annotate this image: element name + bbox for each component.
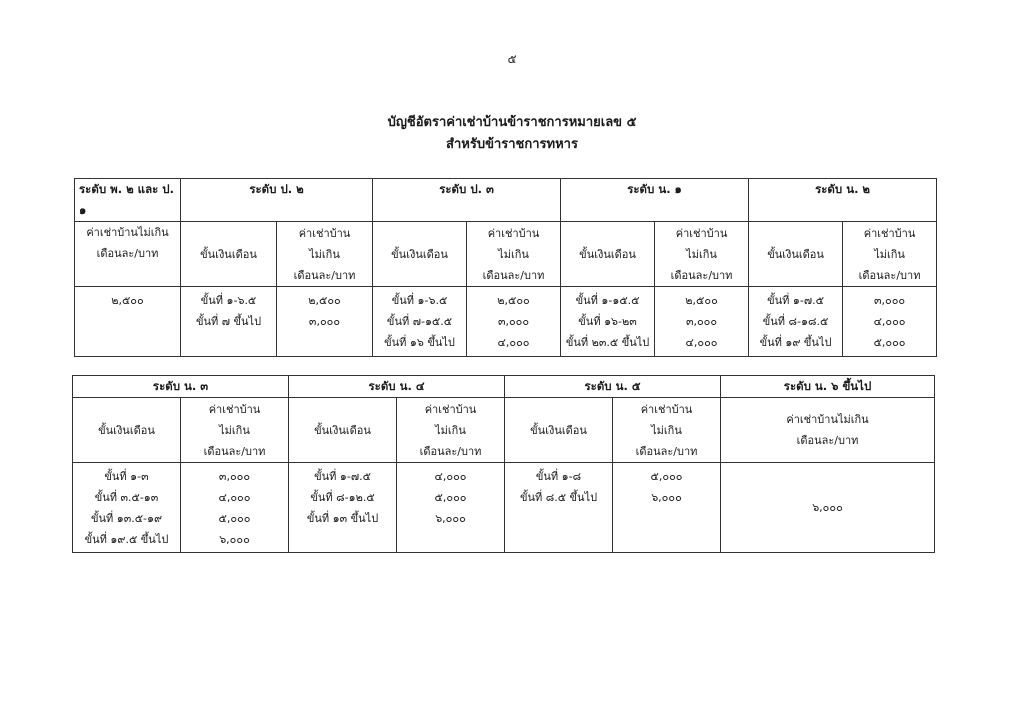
rent-value: ๒,๕๐๐ bbox=[497, 294, 530, 307]
salary-steps-cell bbox=[749, 287, 843, 357]
subheader-text: ไม่เกิน bbox=[651, 423, 682, 437]
subheader-max-rent bbox=[613, 398, 721, 463]
rent-value: ๓,๐๐๐ bbox=[497, 315, 530, 328]
subheader-text: เดือนละ/บาท bbox=[796, 434, 859, 447]
table1-header-row bbox=[75, 179, 937, 222]
subheader-text: เดือนละ/บาท bbox=[858, 268, 921, 282]
salary-step: ขั้นที่ ๗ ขึ้นไป bbox=[195, 315, 262, 328]
subheader-text: ค่าเช่าบ้าน bbox=[640, 402, 693, 416]
subheader-text: เดือนละ/บาท bbox=[670, 268, 733, 282]
rent-value: ๕,๐๐๐ bbox=[218, 512, 251, 525]
table1-data-row bbox=[75, 287, 937, 357]
salary-steps-cell bbox=[181, 287, 277, 357]
subheader-max-rent bbox=[655, 222, 749, 287]
subheader-salary-step: ขั้นเงินเดือน bbox=[289, 398, 397, 463]
header-level-p2-p1: ระดับ พ. ๒ และ ป. ๑ bbox=[75, 179, 181, 222]
subheader-text: ไม่เกิน bbox=[498, 247, 529, 261]
rent-values-cell bbox=[655, 287, 749, 357]
salary-step: ขั้นที่ ๑-๘ bbox=[535, 470, 582, 483]
rent-value: ๖,๐๐๐ bbox=[435, 512, 466, 525]
salary-step: ขั้นที่ ๑๓.๕-๑๙ bbox=[90, 512, 163, 525]
rent-value: ๕,๐๐๐ bbox=[650, 470, 683, 483]
rent-values-cell bbox=[181, 463, 289, 553]
salary-step: ขั้นที่ ๑๙ ขึ้นไป bbox=[759, 336, 832, 349]
rent-value: ๓,๐๐๐ bbox=[218, 470, 251, 483]
subheader-text: ค่าเช่าบ้านไม่เกิน bbox=[86, 226, 169, 239]
header-level-group: ระดับ ป. ๒ bbox=[181, 179, 373, 222]
salary-step: ขั้นที่ ๑-๖.๕ bbox=[200, 294, 257, 307]
table2-data-row bbox=[73, 463, 935, 553]
header-level-group: ระดับ น. ๓ bbox=[73, 376, 289, 398]
subheader-text: ค่าเช่าบ้าน bbox=[487, 226, 540, 240]
subheader-max-rent bbox=[721, 398, 935, 463]
table1-subheader-row bbox=[75, 222, 937, 287]
salary-step: ขั้นที่ ๑-๗.๕ bbox=[767, 294, 824, 307]
subheader-salary-step: ขั้นเงินเดือน bbox=[561, 222, 655, 287]
header-level-n6-up: ระดับ น. ๖ ขึ้นไป bbox=[721, 376, 935, 398]
header-level-group: ระดับ น. ๒ bbox=[749, 179, 937, 222]
subheader-salary-step: ขั้นเงินเดือน bbox=[181, 222, 277, 287]
title-line-2: สำหรับข้าราชการทหาร bbox=[446, 137, 578, 152]
rent-value: ๖,๐๐๐ bbox=[651, 491, 682, 504]
subheader-text: เดือนละ/บาท bbox=[635, 444, 698, 458]
rent-values-cell bbox=[277, 287, 373, 357]
rent-value: ๔,๐๐๐ bbox=[497, 336, 530, 349]
header-level-group: ระดับ น. ๔ bbox=[289, 376, 505, 398]
salary-steps-cell bbox=[373, 287, 467, 357]
salary-steps-cell bbox=[505, 463, 613, 553]
subheader-text: ไม่เกิน bbox=[309, 247, 340, 261]
subheader-text: เดือนละ/บาท bbox=[419, 444, 482, 458]
rent-value: ๓,๐๐๐ bbox=[308, 315, 341, 328]
salary-step: ขั้นที่ ๑๖-๒๓ bbox=[578, 315, 637, 328]
page-number: ๕ bbox=[507, 52, 517, 66]
subheader-text: เดือนละ/บาท bbox=[96, 247, 159, 260]
subheader-max-rent bbox=[397, 398, 505, 463]
header-level-group: ระดับ ป. ๓ bbox=[373, 179, 561, 222]
rent-value: ๔,๐๐๐ bbox=[218, 491, 251, 504]
rent-table-part-1 bbox=[74, 178, 937, 357]
subheader-text: ไม่เกิน bbox=[219, 423, 250, 437]
salary-step: ขั้นที่ ๑-๑๕.๕ bbox=[575, 294, 640, 307]
header-level-group: ระดับ น. ๕ bbox=[505, 376, 721, 398]
subheader-text: ไม่เกิน bbox=[686, 247, 717, 261]
value-cell: ๒,๕๐๐ bbox=[75, 287, 181, 357]
salary-step: ขั้นที่ ๘-๑๒.๕ bbox=[310, 491, 375, 504]
table2-header-row bbox=[73, 376, 935, 398]
salary-step: ขั้นที่ ๑๓ ขึ้นไป bbox=[306, 512, 379, 525]
subheader-text: เดือนละ/บาท bbox=[482, 268, 545, 282]
subheader-text: ค่าเช่าบ้าน bbox=[675, 226, 728, 240]
subheader-max-rent bbox=[843, 222, 937, 287]
salary-step: ขั้นที่ ๑๙.๕ ขึ้นไป bbox=[84, 533, 169, 546]
rent-values-cell bbox=[467, 287, 561, 357]
subheader-salary-step: ขั้นเงินเดือน bbox=[749, 222, 843, 287]
rent-values-cell bbox=[397, 463, 505, 553]
subheader-max-rent bbox=[467, 222, 561, 287]
salary-steps-cell bbox=[73, 463, 181, 553]
subheader-text: ค่าเช่าบ้าน bbox=[424, 402, 477, 416]
rent-value: ๔,๐๐๐ bbox=[434, 470, 467, 483]
subheader-max-rent bbox=[181, 398, 289, 463]
rent-value: ๔,๐๐๐ bbox=[685, 336, 718, 349]
salary-step: ขั้นที่ ๓.๕-๑๓ bbox=[94, 491, 159, 504]
subheader-text: ไม่เกิน bbox=[874, 247, 905, 261]
subheader-text: ค่าเช่าบ้าน bbox=[863, 226, 916, 240]
rent-table-part-2 bbox=[72, 375, 935, 553]
salary-steps-cell bbox=[561, 287, 655, 357]
subheader-text: ค่าเช่าบ้าน bbox=[208, 402, 261, 416]
title-line-1: บัญชีอัตราค่าเช่าบ้านข้าราชการหมายเลข ๕ bbox=[387, 115, 637, 130]
rent-value: ๓,๐๐๐ bbox=[873, 294, 906, 307]
salary-step: ขั้นที่ ๑๖ ขึ้นไป bbox=[384, 336, 455, 349]
header-level-group: ระดับ น. ๑ bbox=[561, 179, 749, 222]
rent-value: ๒,๕๐๐ bbox=[308, 294, 341, 307]
rent-value: ๕,๐๐๐ bbox=[873, 336, 906, 349]
salary-step: ขั้นที่ ๒๓.๕ ขึ้นไป bbox=[565, 336, 650, 349]
subheader-text: ค่าเช่าบ้าน bbox=[298, 226, 351, 240]
subheader-salary-step: ขั้นเงินเดือน bbox=[373, 222, 467, 287]
document-title bbox=[0, 112, 1024, 156]
salary-step: ขั้นที่ ๘.๕ ขึ้นไป bbox=[519, 491, 598, 504]
subheader-max-rent bbox=[75, 222, 181, 287]
subheader-salary-step: ขั้นเงินเดือน bbox=[505, 398, 613, 463]
subheader-text: เดือนละ/บาท bbox=[293, 268, 356, 282]
rent-value: ๖,๐๐๐ bbox=[219, 533, 250, 546]
rent-value: ๔,๐๐๐ bbox=[873, 315, 906, 328]
salary-step: ขั้นที่ ๘-๑๘.๕ bbox=[762, 315, 829, 328]
subheader-text: ค่าเช่าบ้านไม่เกิน bbox=[786, 413, 869, 426]
subheader-text: ไม่เกิน bbox=[435, 423, 466, 437]
subheader-salary-step: ขั้นเงินเดือน bbox=[73, 398, 181, 463]
salary-step: ขั้นที่ ๑-๖.๕ bbox=[391, 294, 448, 307]
salary-steps-cell bbox=[289, 463, 397, 553]
rent-values-cell bbox=[843, 287, 937, 357]
rent-value: ๕,๐๐๐ bbox=[434, 491, 467, 504]
salary-step: ขั้นที่ ๑-๗.๕ bbox=[314, 470, 371, 483]
salary-step: ขั้นที่ ๑-๓ bbox=[104, 470, 149, 483]
subheader-max-rent bbox=[277, 222, 373, 287]
subheader-text: เดือนละ/บาท bbox=[203, 444, 266, 458]
salary-step: ขั้นที่ ๗-๑๕.๕ bbox=[386, 315, 453, 328]
rent-values-cell bbox=[613, 463, 721, 553]
rent-value: ๒,๕๐๐ bbox=[685, 294, 718, 307]
table2-subheader-row bbox=[73, 398, 935, 463]
rent-value: ๓,๐๐๐ bbox=[685, 315, 718, 328]
value-cell: ๖,๐๐๐ bbox=[721, 463, 935, 553]
